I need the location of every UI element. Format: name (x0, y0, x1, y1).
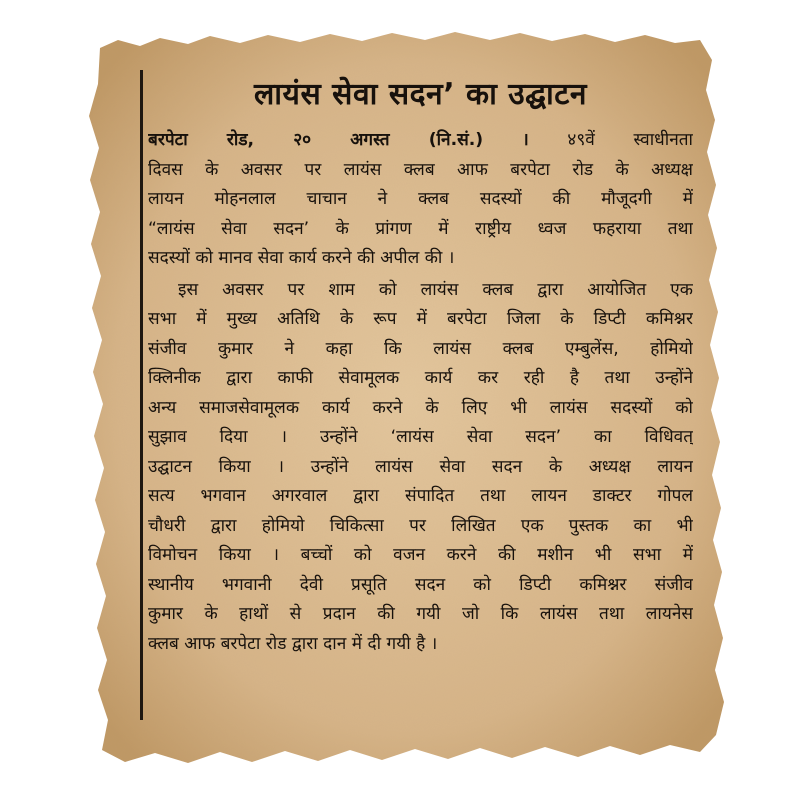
paragraph-2-line: इस अवसर पर शाम को लायंस क्लब द्वारा आयोजित एक (178, 279, 693, 300)
paragraph-1-line: बरपेटा रोड, २० अगस्त (नि.सं.) । ४९वें स्वाधीनता (148, 130, 693, 150)
paragraph-2-line: सुझाव दिया । उन्होंने ‘लायंस सेवा सदन’ का विधिवत् (148, 427, 693, 447)
article-headline: लायंस सेवा सदन’ का उद्घाटन (253, 77, 588, 112)
paragraph-1-line: लायन मोहनलाल चाचान ने क्लब सदस्यों की मौजूदगी में (148, 189, 693, 209)
paragraph-2-line: उद्घाटन किया । उन्होंने लायंस सेवा सदन के अध्यक्ष लायन (148, 456, 693, 477)
paragraph-2-line: सभा में मुख्य अतिथि के रूप में बरपेटा जिला के डिप्टी कमिश्नर (148, 309, 693, 329)
paragraph-2-line: सत्य भगवान अगरवाल द्वारा संपादित तथा लायन डाक्टर गोपल (148, 486, 693, 506)
paragraph-1 (148, 126, 693, 274)
paragraph-2-line: क्लब आफ बरपेटा रोड द्वारा दान में दी गयी है । (148, 633, 438, 654)
paragraph-2-line: विमोचन किया । बच्चों को वजन करने की मशीन भी सभा में (148, 545, 693, 565)
paragraph-2-line: कुमार के हाथों से प्रदान की गयी जो कि लायंस तथा लायनेस (148, 604, 693, 624)
news-article (148, 64, 693, 734)
paragraph-1-line: सदस्यों को मानव सेवा कार्य करने की अपील की । (148, 248, 455, 268)
column-rule (140, 70, 143, 720)
paragraph-2 (148, 276, 693, 660)
paragraph-1-line: “लायंस सेवा सदन’ के प्रांगण में राष्ट्रीय ध्वज फहराया तथा (148, 218, 693, 239)
paragraph-2-line: स्थानीय भगवानी देवी प्रसूति सदन को डिप्टी कमिश्नर संजीव (148, 574, 693, 595)
paragraph-2-line: संजीव कुमार ने कहा कि लायंस क्लब एम्बुलेंस, होमियो (148, 338, 693, 359)
paragraph-2-line: क्लिनीक द्वारा काफी सेवामूलक कार्य कर रही है तथा उन्होंने (148, 368, 693, 388)
paragraph-1-line: दिवस के अवसर पर लायंस क्लब आफ बरपेटा रोड के अध्यक्ष (148, 159, 693, 180)
dateline: बरपेटा रोड, २० अगस्त (नि.सं.) । (148, 130, 529, 150)
paragraph-2-line: अन्य समाजसेवामूलक कार्य करने के लिए भी लायंस सदस्यों को (148, 397, 693, 418)
paragraph-2-line: चौधरी द्वारा होमियो चिकित्सा पर लिखित एक पुस्तक का भी (148, 515, 693, 536)
